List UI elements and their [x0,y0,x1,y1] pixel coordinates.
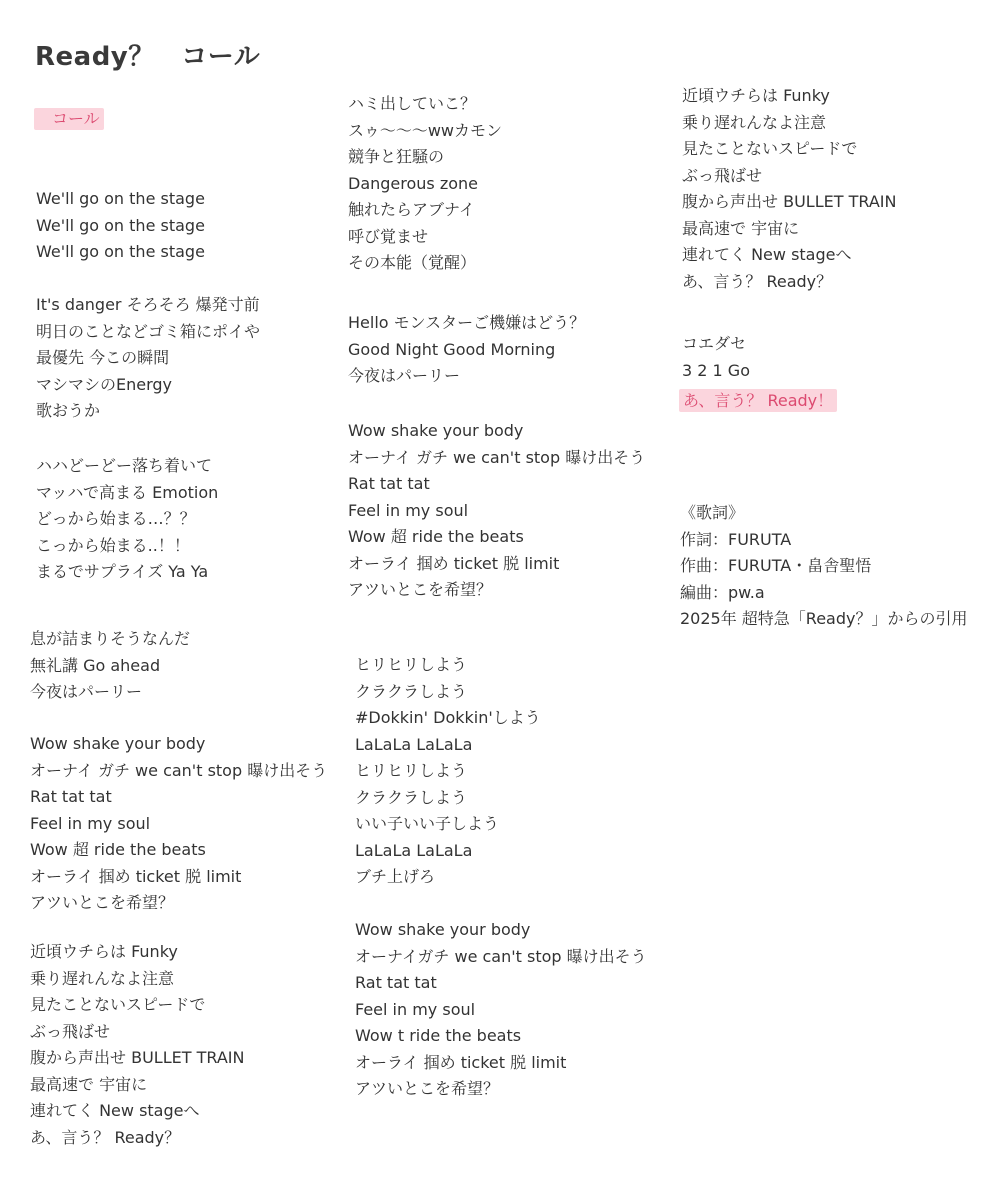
lyric-line: 見たことないスピードで [682,139,858,158]
lyric-line: マシマシのEnergy [36,374,173,394]
lyric-line: ハミ出していこ？ [348,94,477,113]
lyric-line: LaLaLa LaLaLa [355,840,473,860]
lyric-line: アツいとこを希望？ [30,893,175,912]
lyric-line: 無礼講 Go ahead [30,655,161,675]
lyric-line: We'll go on the stage [36,242,205,261]
lyric-line: Wow shake your body [30,734,206,753]
lyric-line: 腹から声出せ BULLET TRAIN [30,1048,245,1067]
lyric-line: 今夜はパーリー [30,682,143,701]
lyric-line: 近頃ウチらは Funky [682,86,830,105]
lyric-line: 編曲：pw.a [680,582,765,602]
lyric-line: アツいとこを希望？ [348,580,493,599]
lyric-line: 最高速で 宇宙に [30,1074,148,1094]
lyric-line: コエダセ [682,334,747,353]
lyric-line: 今夜はパーリー [348,366,461,385]
lyric-line: ハハどーどー落ち着いて [36,456,213,475]
lyric-line: オーナイ ガチ we can't stop 曝け出そう [348,447,646,467]
lyric-line: We'll go on the stage [36,189,205,208]
lyric-line: 3 2 1 Go [682,360,750,380]
lyric-line: Feel in my soul [355,999,476,1019]
lyric-line: We'll go on the stage [36,215,205,235]
lyric-block [36,292,260,425]
lyric-line: Wow t ride the beats [355,1026,522,1045]
lyric-line: オーライ 掴め ticket 脱 limit [30,866,242,886]
lyric-line: 競争と狂騒の [348,147,445,166]
lyric-block [355,917,647,1103]
lyric-line: その本能（覚醒） [348,253,477,272]
lyric-line: 呼び覚ませ [348,226,429,246]
lyric-line: こっから始まる..！！ [36,535,190,555]
call-tag: コール [34,108,104,130]
page-title: Ready？ コール [35,42,261,72]
lyric-line: 触れたらアブナイ [348,200,475,219]
lyric-block [348,418,645,604]
lyric-line: マッハで高まる Emotion [36,482,219,502]
lyric-line: 歌おうか [36,401,101,420]
lyric-line: アツいとこを希望？ [355,1079,500,1098]
lyric-line: 2025年 超特急「Ready？」からの引用 [680,609,968,628]
lyric-line: オーライ 掴め ticket 脱 limit [355,1052,567,1072]
lyric-line: 腹から声出せ BULLET TRAIN [682,192,897,211]
lyric-line: It's danger そろそろ 爆発寸前 [36,295,260,314]
lyric-line: Feel in my soul [348,500,469,520]
lyric-line: Wow 超 ride the beats [30,840,206,859]
lyric-line: Wow shake your body [355,920,531,939]
lyric-line: Rat tat tat [30,787,112,806]
lyric-line: 見たことないスピードで [30,995,206,1014]
lyric-line: クラクラしよう [355,787,468,807]
lyric-line: Wow 超 ride the beats [348,527,524,546]
lyric-line: 近頃ウチらは Funky [30,942,178,961]
lyric-line: Feel in my soul [30,813,151,833]
lyric-line: オーナイ ガチ we can't stop 曝け出そう [30,760,328,780]
lyric-line: ブチ上げろ [355,867,436,886]
lyric-line: Hello モンスターご機嫌はどう？ [348,313,586,332]
lyric-block [36,453,218,586]
lyric-line: Rat tat tat [355,973,437,992]
lyric-line: ぶっ飛ばせ [30,1021,111,1041]
lyric-block [30,626,190,706]
lyric-line: クラクラしよう [355,681,468,701]
lyric-line: Good Night Good Morning [348,339,556,359]
lyric-line: #Dokkin' Dokkin'しよう [355,708,541,727]
lyric-line: まるでサプライズ Ya Ya [36,562,209,581]
lyric-line: Wow shake your body [348,421,524,440]
lyric-line: スゥ〜〜〜wwカモン [348,120,503,140]
lyric-block [348,310,585,390]
lyric-block [682,83,896,295]
lyric-line: 最高速で 宇宙に [682,218,800,238]
lyric-line: 作曲：FURUTA・畠舎聖悟 [680,556,872,575]
lyric-line: 連れてく New stageへ [30,1101,200,1120]
lyric-line: 作詞：FURUTA [680,529,792,549]
lyric-line: ヒリヒリしよう [355,655,468,674]
lyric-line: 乗り遅れんなよ注意 [682,112,827,132]
lyric-block [348,91,502,277]
lyric-block [682,331,750,384]
lyric-line: 連れてく New stageへ [682,245,852,264]
lyric-line: あ、言う？ Ready？ [30,1127,181,1147]
lyric-line: 《歌詞》 [680,503,745,522]
lyric-line: オーライ 掴め ticket 脱 limit [348,553,560,573]
lyric-line: ヒリヒリしよう [355,761,468,780]
credits-block [680,500,967,633]
lyric-line: LaLaLa LaLaLa [355,734,473,754]
lyric-block [36,186,205,266]
lyric-line: Dangerous zone [348,173,479,193]
lyric-line: Rat tat tat [348,474,430,493]
lyric-line: いい子いい子しよう [355,814,500,833]
lyric-block [355,652,541,891]
lyric-line: どっから始まる…？？ [36,509,196,528]
lyric-block [30,731,327,917]
lyric-line: ぶっ飛ばせ [682,165,763,185]
final-call-block [682,389,837,412]
lyric-line: 明日のことなどゴミ箱にポイや [36,321,261,341]
lyric-block [30,939,244,1151]
lyric-line: 乗り遅れんなよ注意 [30,968,175,988]
lyric-line: オーナイガチ we can't stop 曝け出そう [355,946,647,966]
lyric-line: 最優先 今この瞬間 [36,348,170,367]
lyric-line: あ、言う？ Ready？ [682,271,833,291]
lyric-line: 息が詰まりそうなんだ [30,629,191,648]
final-call: あ、言う？ Ready！ [679,389,837,412]
